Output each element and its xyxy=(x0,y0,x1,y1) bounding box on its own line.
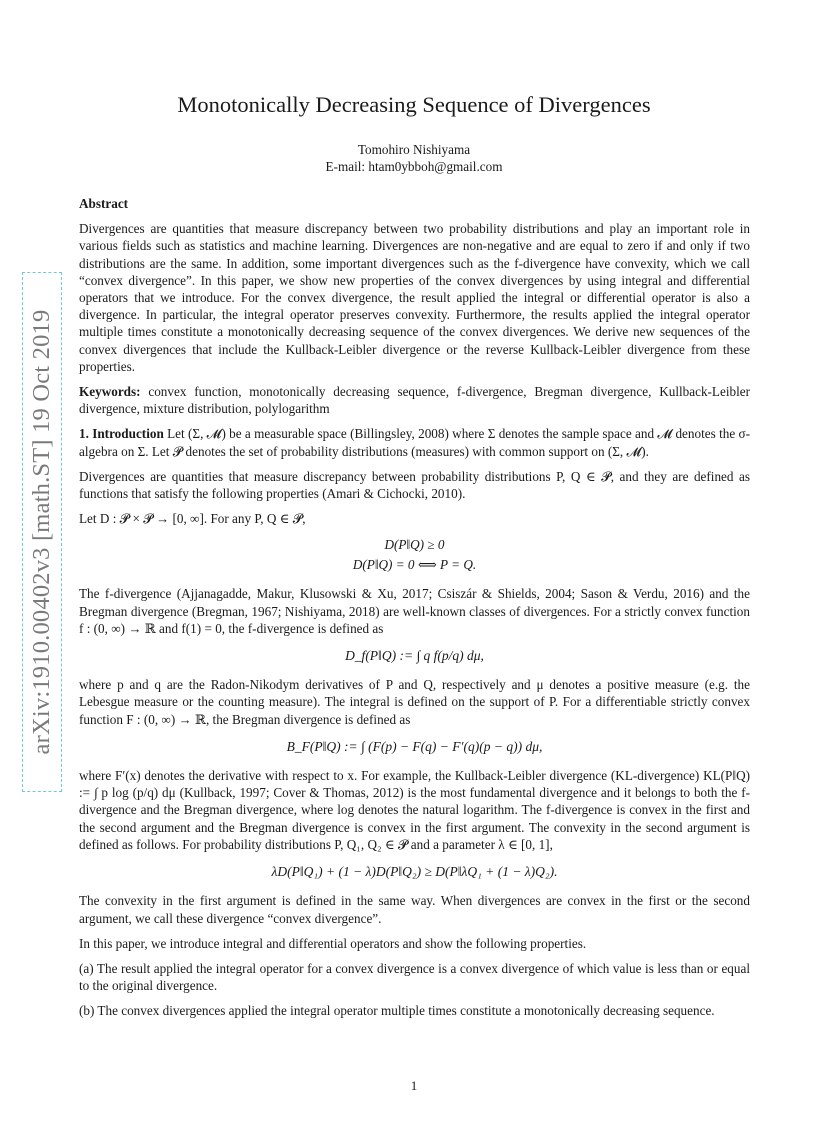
intro-paragraph-1 xyxy=(79,425,750,459)
intro-paragraph-7: The convexity in the first argument is defined in the same way. When divergences are convex in the first or the second argument, we call these divergence “convex divergence”. xyxy=(79,893,750,926)
author-block xyxy=(0,141,828,175)
arxiv-watermark[interactable] xyxy=(22,272,62,792)
intro-paragraph-3: Let D : 𝓟 × 𝓟 → [0, ∞]. For any P, Q ∈ 𝓟, xyxy=(79,511,306,527)
intro-paragraph-5: where p and q are the Radon-Nikodym derivatives of P and Q, respectively and μ denotes a positive measure (e.g. the Lebesgue measure or the counting measure). The integral is defined on the support of P. For a differentiable strictly convex function F : (0, ∞) → ℝ, the Bregman divergence is defined as xyxy=(79,677,750,727)
intro-paragraph-4: The f-divergence (Ajjanagadde, Makur, Klusowski & Xu, 2017; Csiszár & Shields, 2004; Sason & Verdu, 2016) and the Bregman divergence (Bregman, 1967; Nishiyama, 2018) are well-known classes of divergences. For a strictly convex function f : (0, ∞) → ℝ and f(1) = 0, the f-divergence is defined as xyxy=(79,586,750,636)
property-b: (b) The convex divergences applied the integral operator multiple times constitute a monotonically decreasing sequence. xyxy=(79,1003,715,1019)
keywords-text: convex function, monotonically decreasing sequence, f-divergence, Bregman divergence, Kullback-Leibler divergence, mixture distribution, polylogarithm xyxy=(79,384,751,417)
arxiv-watermark-text: arXiv:1910.00402v3 [math.ST] 19 Oct 2019 xyxy=(28,309,55,755)
keywords-label: Keywords: xyxy=(79,384,141,400)
author-name: Tomohiro Nishiyama xyxy=(357,142,471,157)
author-email[interactable]: E-mail: htam0ybboh@gmail.com xyxy=(325,159,503,174)
equation-bregman-divergence: B_F(P‖Q) := ∫ (F(p) − F(q) − F′(q)(p − q)) dμ, xyxy=(286,738,543,754)
keywords xyxy=(79,383,750,417)
equation-nonnegativity: D(P‖Q) ≥ 0 xyxy=(384,537,445,553)
paper-body xyxy=(79,195,750,1028)
intro-p1-text: Let (Σ, 𝓜) be a measurable space (Billingsley, 2008) where Σ denotes the sample space and 𝓜 denotes the σ-algebra on Σ. Let 𝓟 denotes the set of probability distributions (measures) with common support on (Σ, 𝓜). xyxy=(79,426,750,459)
property-a: (a) The result applied the integral operator for a convex divergence is a convex divergence of which value is less than or equal to the original divergence. xyxy=(79,960,750,994)
paper-title: Monotonically Decreasing Sequence of Divergences xyxy=(177,92,651,117)
abstract-heading: Abstract xyxy=(79,196,129,211)
equation-divergence-properties xyxy=(79,535,750,575)
equation-f-divergence: D_f(P‖Q) := ∫ q f(p/q) dμ, xyxy=(345,648,484,664)
intro-paragraph-8: In this paper, we introduce integral and differential operators and show the following properties. xyxy=(79,935,587,951)
abstract-text: Divergences are quantities that measure discrepancy between two probability distributions and play an important role in various fields such as statistics and machine learning. Divergences are non-negative and are equal to zero if and only if two distributions are the same. In addition, some important divergences such as the f-divergence have convexity, which we call “convex divergence”. In this paper, we show new properties of the convex divergences by using integral and differential operators that we introduce. For the convex divergence, the result applied the integral or differential operator is also a divergence. In particular, the integral operator preserves convexity. Furthermore, the results applied the integral operator multiple times constitute a monotonically decreasing sequence of the convex divergences. We derive new sequences of the convex divergences that include the Kullback-Leibler divergence or the reverse Kullback-Leibler divergence from these properties. xyxy=(79,221,750,374)
equation-convexity: λD(P‖Q₁) + (1 − λ)D(P‖Q₂) ≥ D(P‖λQ₁ + (1 − λ)Q₂). xyxy=(271,864,558,880)
intro-paragraph-2: Divergences are quantities that measure discrepancy between probability distributions P, Q ∈ 𝓟, and they are defined as functions that satisfy the following properties (Amari & Cichocki, 2010). xyxy=(79,468,750,502)
equation-identity: D(P‖Q) = 0 ⟺ P = Q. xyxy=(352,557,477,573)
intro-paragraph-6: where F′(x) denotes the derivative with respect to x. For example, the Kullback-Leibler divergence (KL-divergence) KL(P‖Q) := ∫ p log (p/q) dμ (Kullback, 1997; Cover & Thomas, 2012) is the most fundamental divergence and it belongs to both the f-divergence and the Bregman divergence, where log denotes the natural logarithm. The f-divergence is convex in the first and the second argument and the Bregman divergence is convex in the first argument. The convexity in the second argument is defined as follows. For probability distributions P, Q₁, Q₂ ∈ 𝓟 and a parameter λ ∈ [0, 1], xyxy=(79,768,750,852)
page-number: 1 xyxy=(410,1078,418,1093)
section-heading-introduction: 1. Introduction xyxy=(79,426,164,442)
